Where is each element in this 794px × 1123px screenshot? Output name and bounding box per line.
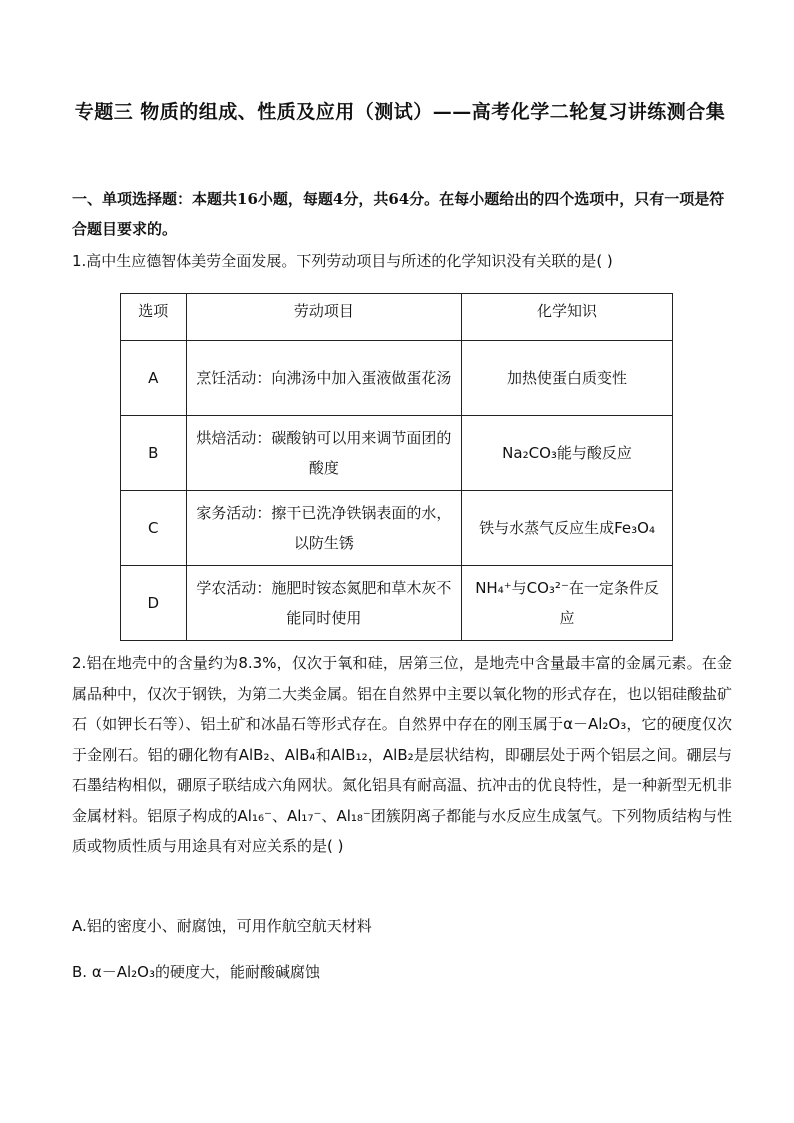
table-row [121, 416, 673, 491]
table-header-cell: 劳动项目 [186, 294, 461, 341]
project-cell: 家务活动：擦干已洗净铁锅表面的水，以防生锈 [186, 491, 461, 566]
section-heading: 一、单项选择题：本题共16小题，每题4分，共64分。在每小题给出的四个选项中，只有一项是符合题目要求的。 [72, 190, 725, 238]
question-2-stem: 2.铝在地壳中的含量约为8.3%，仅次于氧和硅，居第三位，是地壳中含量最丰富的金属元素。在金属品种中，仅次于钢铁，为第二大类金属。铝在自然界中主要以氧化物的形式存在，也以铝硅酸盐矿石（如钾长石等）、铝土矿和冰晶石等形式存在。自然界中存在的刚玉属于α－Al₂O₃，它的硬度仅次于金刚石。铝的硼化物有AlB₂、AlB₄和AlB₁₂，AlB₂是层状结构，即硼层处于两个铝层之间。硼层与石墨结构相似，硼原子联结成六角网状。氮化铝具有耐高温、抗冲击的优良特性，是一种新型无机非金属材料。铝原子构成的Al₁₆⁻、Al₁₇⁻、Al₁₈⁻团簇阴离子都能与水反应生成氢气。下列物质结构与性质或物质性质与用途具有对应关系的是( ) [72, 654, 733, 855]
table-header-cell: 化学知识 [462, 294, 673, 341]
table-header-row [121, 294, 673, 341]
project-cell: 学农活动：施肥时铵态氮肥和草木灰不能同时使用 [186, 566, 461, 641]
table-header-cell: 选项 [121, 294, 187, 341]
knowledge-cell: NH₄⁺与CO₃²⁻在一定条件反应 [462, 566, 673, 641]
option-cell: A [121, 341, 187, 416]
question-2-option-b: B. α－Al₂O₃的硬度大，能耐酸碱腐蚀 [72, 963, 320, 981]
question-2-option-a: A.铝的密度小、耐腐蚀，可用作航空航天材料 [72, 917, 372, 935]
project-cell: 烹饪活动：向沸汤中加入蛋液做蛋花汤 [186, 341, 461, 416]
knowledge-cell: 铁与水蒸气反应生成Fe₃O₄ [462, 491, 673, 566]
option-cell: B [121, 416, 187, 491]
option-cell: D [121, 566, 187, 641]
question-1-table [120, 293, 673, 641]
question-1-stem: 1.高中生应德智体美劳全面发展。下列劳动项目与所述的化学知识没有关联的是( ) [72, 252, 613, 270]
project-cell: 烘焙活动：碳酸钠可以用来调节面团的酸度 [186, 416, 461, 491]
option-cell: C [121, 491, 187, 566]
knowledge-cell: 加热使蛋白质变性 [462, 341, 673, 416]
document-title: 专题三 物质的组成、性质及应用（测试）——高考化学二轮复习讲练测合集 [74, 101, 726, 123]
table-row [121, 341, 673, 416]
table-row [121, 566, 673, 641]
table-row [121, 491, 673, 566]
knowledge-cell: Na₂CO₃能与酸反应 [462, 416, 673, 491]
